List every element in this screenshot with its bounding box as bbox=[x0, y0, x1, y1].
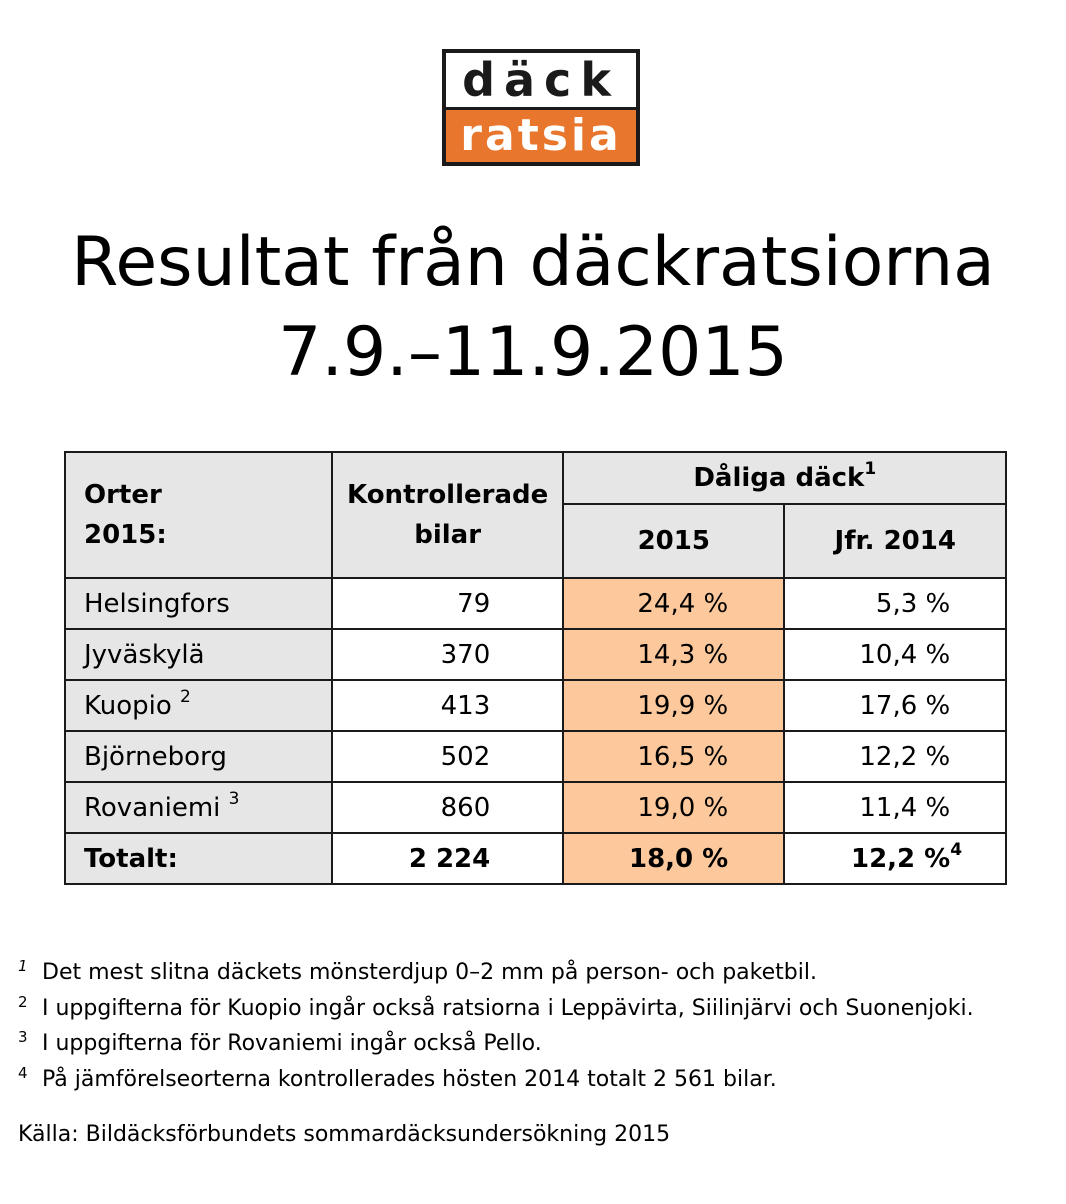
header-count bbox=[332, 452, 563, 578]
city-name: Rovaniemi bbox=[84, 792, 221, 823]
count-cell: 860 bbox=[332, 782, 563, 833]
pct-2015-cell: 16,5 % bbox=[563, 731, 784, 782]
pct-2014-cell: 10,4 % bbox=[784, 629, 1006, 680]
count-cell: 413 bbox=[332, 680, 563, 731]
city-name: Helsingfors bbox=[84, 588, 230, 619]
header-bad-tires-footnote-mark: 1 bbox=[864, 459, 877, 479]
table-row-total bbox=[65, 833, 1006, 884]
footnote-mark: 4 bbox=[18, 1063, 28, 1082]
table-row bbox=[65, 782, 1006, 833]
footnote-mark: 2 bbox=[18, 992, 28, 1011]
logo bbox=[442, 49, 640, 166]
source-note: Källa: Bildäcksförbundets sommardäcksundersökning 2015 bbox=[18, 1122, 671, 1147]
pct-2015-cell: 19,0 % bbox=[563, 782, 784, 833]
total-pct-2014 bbox=[784, 833, 1006, 884]
table-row bbox=[65, 680, 1006, 731]
header-bad-tires bbox=[563, 452, 1006, 504]
footnote-mark: 1 bbox=[18, 957, 28, 975]
footnote-text: Det mest slitna däckets mönsterdjup 0–2 mm på person- och paketbil. bbox=[42, 960, 817, 985]
total-label: Totalt: bbox=[65, 833, 332, 884]
header-year-2014: Jfr. 2014 bbox=[784, 504, 1006, 578]
table-row bbox=[65, 731, 1006, 782]
city-cell bbox=[65, 629, 332, 680]
total-footnote-mark: 4 bbox=[950, 839, 963, 860]
header-year-2015: 2015 bbox=[563, 504, 784, 578]
total-pct-2015: 18,0 % bbox=[563, 833, 784, 884]
footnote-mark: 3 bbox=[18, 1028, 28, 1046]
footnote bbox=[18, 1026, 974, 1062]
title-line-2: 7.9.–11.9.2015 bbox=[278, 313, 788, 392]
pct-2014-cell: 12,2 % bbox=[784, 731, 1006, 782]
logo-top-text: däck bbox=[446, 53, 636, 107]
table-body bbox=[65, 578, 1006, 833]
city-cell bbox=[65, 782, 332, 833]
footnote-text: I uppgifterna för Rovaniemi ingår också Pello. bbox=[42, 1031, 542, 1056]
pct-2015-cell: 24,4 % bbox=[563, 578, 784, 629]
footnote-text: I uppgifterna för Kuopio ingår också ratsiorna i Leppävirta, Siilinjärvi och Suonenjoki. bbox=[42, 995, 974, 1021]
table-row bbox=[65, 629, 1006, 680]
pct-2014-cell: 5,3 % bbox=[784, 578, 1006, 629]
header-row-1 bbox=[65, 452, 1006, 504]
header-bad-tires-label: Dåliga däck bbox=[693, 463, 865, 493]
title-line-1: Resultat från däckratsiorna bbox=[71, 223, 995, 302]
city-name: Jyväskylä bbox=[84, 639, 205, 670]
footnote bbox=[18, 955, 974, 991]
pct-2014-cell: 11,4 % bbox=[784, 782, 1006, 833]
logo-bottom-text: ratsia bbox=[446, 110, 636, 162]
city-name: Björneborg bbox=[84, 741, 227, 772]
city-cell bbox=[65, 578, 332, 629]
count-cell: 502 bbox=[332, 731, 563, 782]
table-row bbox=[65, 578, 1006, 629]
footnote bbox=[18, 1062, 974, 1098]
city-footnote-mark: 3 bbox=[228, 788, 240, 809]
total-count: 2 224 bbox=[332, 833, 563, 884]
total-pct-2014-value: 12,2 % bbox=[850, 843, 951, 874]
header-city-label: Orter 2015: bbox=[84, 480, 167, 550]
header-count-label: Kontrollerade bilar bbox=[347, 480, 549, 550]
footnotes bbox=[18, 955, 974, 1097]
footnote-text: På jämförelseorterna kontrollerades hösten 2014 totalt 2 561 bilar. bbox=[42, 1066, 777, 1092]
count-cell: 79 bbox=[332, 578, 563, 629]
page-title bbox=[0, 218, 1066, 398]
results-table bbox=[64, 451, 1007, 885]
pct-2015-cell: 14,3 % bbox=[563, 629, 784, 680]
footnote bbox=[18, 991, 974, 1027]
city-cell bbox=[65, 731, 332, 782]
pct-2014-cell: 17,6 % bbox=[784, 680, 1006, 731]
count-cell: 370 bbox=[332, 629, 563, 680]
header-city bbox=[65, 452, 332, 578]
city-cell bbox=[65, 680, 332, 731]
city-name: Kuopio bbox=[84, 690, 172, 721]
city-footnote-mark: 2 bbox=[180, 686, 191, 707]
pct-2015-cell: 19,9 % bbox=[563, 680, 784, 731]
